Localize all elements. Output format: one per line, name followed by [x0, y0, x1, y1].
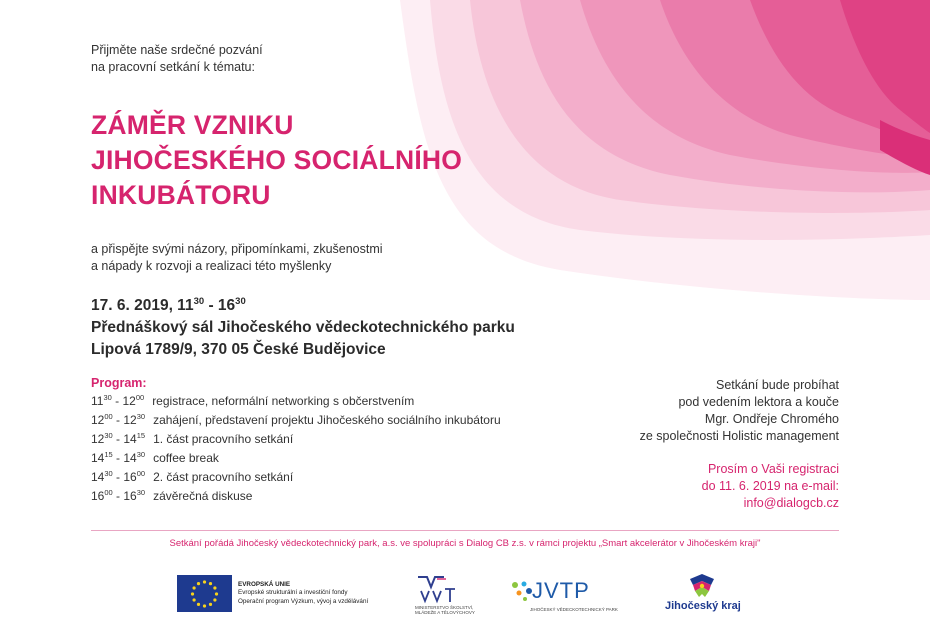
event-start-min: 30	[193, 296, 205, 307]
invitation-intro	[91, 42, 263, 76]
jvtp-wordmark: JVTP	[532, 578, 590, 603]
eu-flag-icon	[177, 575, 232, 612]
program-item	[91, 430, 501, 449]
subtitle-line-2: a nápady k rozvoji a realizaci této myšlenky	[91, 259, 332, 273]
lector-line-2: pod vedením lektora a kouče	[678, 395, 839, 409]
program-schedule	[91, 376, 501, 506]
intro-line-1: Přijměte naše srdečné pozvání	[91, 43, 263, 57]
subtitle-line-1: a přispějte svými názory, připomínkami, zkušenostmi	[91, 242, 383, 256]
time-start-min: 30	[104, 431, 113, 440]
time-end-min: 30	[136, 488, 146, 497]
msmt-logo	[415, 573, 475, 617]
program-list	[91, 392, 501, 506]
event-details	[91, 295, 515, 361]
time-start-min: 30	[103, 393, 112, 402]
time-start-hour: 12	[91, 413, 105, 427]
lector-line-1: Setkání bude probíhat	[715, 378, 839, 392]
eu-line-3: Operační program Výzkum, vývoj a vzdělávání	[238, 597, 369, 605]
kraj-emblem-icon	[687, 573, 717, 599]
time-start-min: 00	[104, 488, 113, 497]
program-description: 2. část pracovního setkání	[153, 470, 294, 484]
registration-line-1: Prosím o Vaši registraci	[707, 462, 839, 476]
partner-logos	[0, 570, 930, 620]
msmt-text-2: MLÁDEŽE A TĚLOVÝCHOVY	[415, 610, 475, 615]
footer-divider	[91, 530, 839, 531]
program-item	[91, 487, 501, 506]
jvtp-mark-icon	[510, 580, 534, 604]
time-start-hour: 12	[91, 432, 105, 446]
title-line-2: JIHOČESKÉHO SOCIÁLNÍHO	[91, 145, 463, 175]
program-time: $12^{30} - 14^{15}$	[91, 431, 146, 446]
time-end-min: 00	[136, 469, 146, 478]
time-end-hour: 16	[123, 489, 137, 503]
program-description: coffee break	[153, 451, 219, 465]
kraj-wordmark: Jihočeský kraj	[665, 600, 741, 612]
program-description: závěrečná diskuse	[153, 489, 253, 503]
msmt-text	[415, 605, 485, 615]
program-item	[91, 411, 501, 430]
program-item	[91, 392, 501, 411]
time-end-hour: 16	[123, 470, 137, 484]
lector-line-3: Mgr. Ondřeje Chromého	[704, 412, 839, 426]
time-end-hour: 14	[123, 451, 137, 465]
program-time: $12^{00} - 12^{30}$	[91, 412, 146, 427]
program-time: $14^{15} - 14^{30}$	[91, 450, 146, 465]
lector-info	[539, 377, 839, 512]
lector-line-4: ze společnosti Holistic management	[639, 429, 839, 443]
program-label: Program:	[91, 376, 147, 390]
msmt-text-1: MINISTERSTVO ŠKOLSTVÍ,	[415, 605, 474, 610]
program-item	[91, 468, 501, 487]
program-item	[91, 449, 501, 468]
time-start-hour: 16	[91, 489, 105, 503]
time-end-min: 30	[136, 412, 146, 421]
time-start-hour: 14	[91, 470, 105, 484]
time-end-min: 15	[136, 431, 146, 440]
registration-line-2: do 11. 6. 2019 na e-mail:	[701, 479, 839, 493]
event-subtitle	[91, 241, 383, 275]
jvtp-subtitle: JIHOČESKÝ VĚDECKOTECHNICKÝ PARK	[530, 607, 618, 612]
event-venue: Přednáškový sál Jihočeského vědeckotechnického parku	[91, 319, 515, 336]
jihocesky-kraj-logo	[665, 573, 765, 619]
time-end-min: 30	[136, 450, 146, 459]
eu-line-2: Evropské strukturální a investiční fondy	[238, 589, 348, 597]
program-time: $11^{30} - 12^{00}$	[91, 393, 145, 408]
title-line-1: ZÁMĚR VZNIKU	[91, 110, 294, 140]
time-start-min: 30	[104, 469, 113, 478]
registration-email[interactable]: info@dialogcb.cz	[743, 496, 839, 510]
program-description: zahájení, představení projektu Jihočeského sociálního inkubátoru	[153, 413, 501, 427]
event-address: Lipová 1789/9, 370 05 České Budějovice	[91, 341, 386, 358]
eu-line-1: EVROPSKÁ UNIE	[238, 580, 291, 588]
time-start-hour: 11	[91, 394, 104, 408]
event-end-hour: - 16	[204, 297, 236, 314]
msmt-mark-icon	[415, 573, 460, 605]
event-title	[91, 108, 462, 213]
time-end-hour: 12	[122, 394, 136, 408]
time-start-min: 15	[104, 450, 113, 459]
event-date-time	[91, 295, 515, 317]
program-time: $14^{30} - 16^{00}$	[91, 469, 146, 484]
program-time: $16^{00} - 16^{30}$	[91, 488, 146, 503]
event-date: 17. 6. 2019, 11	[91, 297, 194, 314]
event-end-min: 30	[235, 296, 246, 307]
registration-info	[539, 461, 839, 512]
program-description: 1. část pracovního setkání	[153, 432, 294, 446]
title-line-3: INKUBÁTORU	[91, 180, 271, 210]
time-end-hour: 14	[123, 432, 137, 446]
eu-logo	[177, 575, 368, 612]
time-start-min: 00	[104, 412, 113, 421]
program-description: registrace, neformální networking s občerstvením	[152, 394, 415, 408]
organizer-footer: Setkání pořádá Jihočeský vědeckotechnický park, a.s. ve spolupráci s Dialog CB z.s. v rámci projektu „Smart akcelerátor v Jihočeském kraji"	[169, 538, 761, 549]
time-end-min: 00	[135, 393, 145, 402]
time-start-hour: 14	[91, 451, 105, 465]
eu-text	[238, 581, 368, 607]
time-end-hour: 12	[123, 413, 137, 427]
jvtp-logo	[510, 574, 635, 618]
intro-line-2: na pracovní setkání k tématu:	[91, 60, 255, 74]
